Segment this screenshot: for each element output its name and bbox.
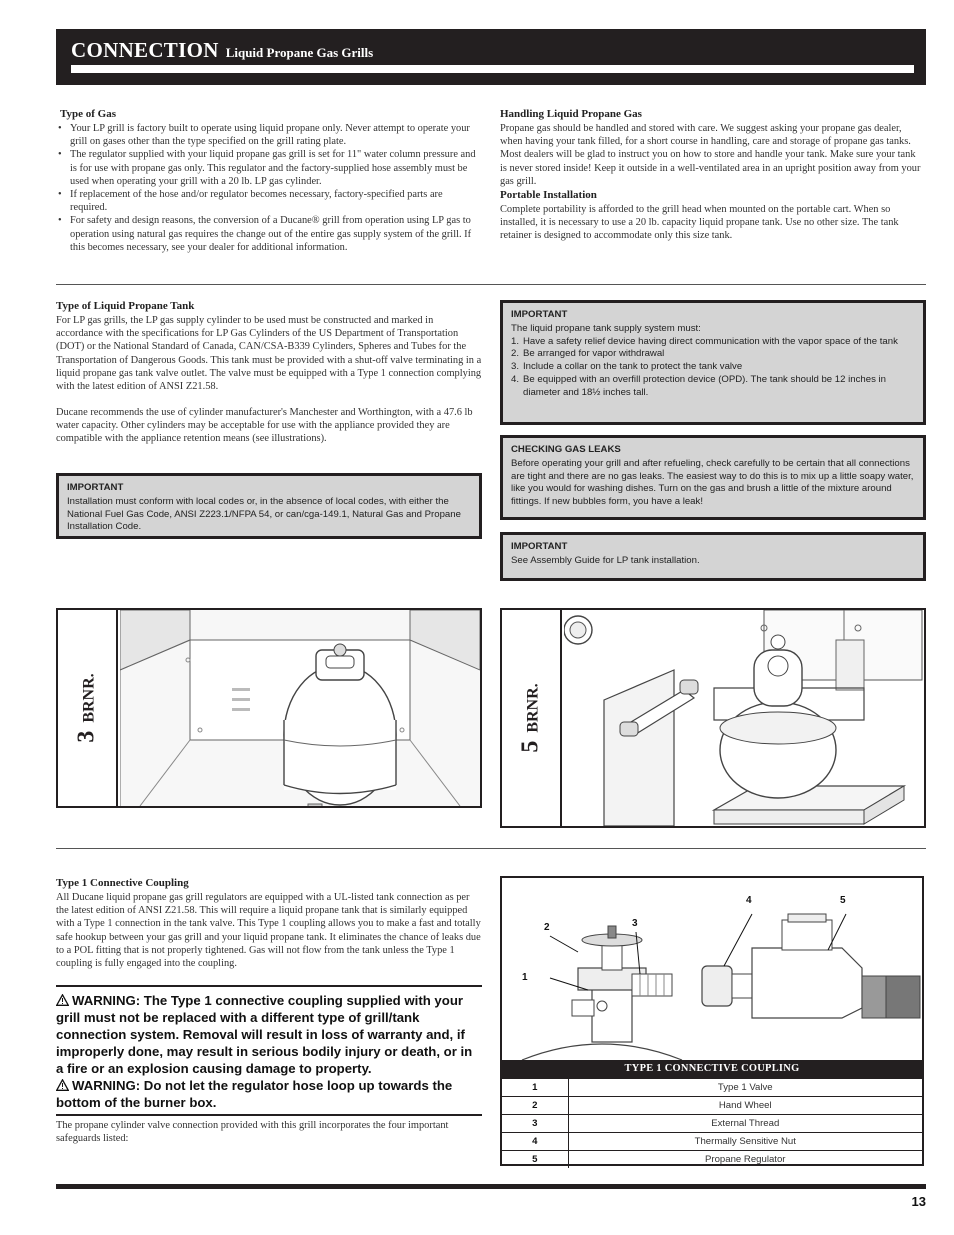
list-item: 2. Be arranged for vapor withdrawal [511, 348, 665, 360]
header-bar [56, 29, 926, 85]
important-assembly-box [500, 532, 926, 581]
important-codes-box [56, 473, 482, 539]
callout-5: 5 [840, 895, 846, 906]
important-assembly-text: See Assembly Guide for LP tank installation. [511, 554, 700, 566]
warning-triangle-icon [56, 1079, 69, 1091]
table-header: TYPE 1 CONNECTIVE COUPLING [502, 1060, 922, 1078]
footer-bar [56, 1184, 926, 1189]
important-supply-box [500, 300, 926, 425]
warning-rule-bottom [56, 1114, 482, 1116]
checking-leaks-box [500, 435, 926, 520]
table-row: 2 Hand Wheel [502, 1096, 922, 1114]
important-supply-intro: The liquid propane tank supply system must: [511, 322, 701, 334]
list-item: • The regulator supplied with your liquid propane gas grill is set for 11" water column pressure and is for use with propane gas only. This regulator and the factory-supplied hose assembly must be used when operating your grill with a 20 lb. LP gas cylinder. [56, 148, 482, 188]
header-rule [71, 65, 914, 73]
lp-tank-text-1: For LP gas grills, the LP gas supply cylinder to be used must be constructed and marked in accordance with the specifications for LP Gas Cylinders of the US Department of Transportation (DOT) or the National Standard of Canada, CAN/CSA-B339 Cylinders, Spheres and Tubes for the Transportation of Dangerous Goods. This tank must be provided with a shut-off valve terminating in a liquid propane gas tank valve outlet. The valve must be equipped with a Type 1 connection complying with the latest edition of ANSI Z21.58. [56, 315, 482, 393]
portable-text: Complete portability is afforded to the grill head when mounted on the portable cart. When so installed, it is necessary to use a 20 lb. capacity liquid propane tank. Use no other size. The tank retainer is designed to accommodate only this size tank. [500, 204, 899, 242]
important-title: IMPORTANT [511, 309, 568, 320]
tank-illustration-3-burner [56, 608, 482, 808]
callout-3: 3 [632, 918, 638, 929]
list-item: 4. Be equipped with an overfill protection device (OPD). The tank should be 12 inches in diameter and 18½ inches tall. [511, 373, 886, 398]
handling-heading: Handling Liquid Propane Gas [500, 108, 642, 120]
list-item: • If replacement of the hose and/or regulator becomes necessary, factory-specified parts are required. [56, 188, 482, 214]
checking-leaks-title: CHECKING GAS LEAKS [511, 444, 621, 455]
tank-in-cabinet-drawing [120, 610, 480, 806]
callout-1: 1 [522, 972, 528, 983]
type-of-gas-list [56, 122, 482, 254]
list-item: • Your LP grill is factory built to operate using liquid propane only. Never attempt to operate your grill on gases other than the type specified on the grill rating plate. [56, 122, 482, 148]
tank-illustration-5-burner [500, 608, 926, 828]
page-title [71, 38, 373, 63]
list-item: • For safety and design reasons, the conversion of a Ducane® grill from operation using LP gas to operation using natural gas requires the change out of the entire gas supply system of the grill. If this becomes necessary, see your dealer for additional information. [56, 214, 482, 254]
lp-tank-text-2: Ducane recommends the use of cylinder manufacturer's Manchester and Worthington, with a 47.6 lb water capacity. Other cylinders may be acceptable for use with the appliance provided they are compatible with the appliance retention means (see illustrations). [56, 407, 473, 445]
page-number: 13 [911, 1194, 926, 1209]
warning-2: WARNING: Do not let the regulator hose loop up towards the bottom of the burner box. [56, 1078, 453, 1110]
coupling-text: All Ducane liquid propane gas grill regulators are equipped with a UL-listed tank connection as per the latest edition of ANSI Z21.58. This will require a liquid propane tank that is similarly equipped with a Type 1 connection in the tank valve. This Type 1 coupling allows you to make a fast and totally safe hookup between your gas grill and your liquid propane tank. It eliminates the chance of leaks due to a POL fitting that is not properly tightened. Gas will not flow from the tank unless the Type 1 coupling is fully engaged into the coupling. [56, 892, 481, 970]
table-row: 5 Propane Regulator [502, 1150, 922, 1168]
important-title: IMPORTANT [511, 541, 568, 552]
title-main: CONNECTION [71, 38, 219, 62]
warning-block [56, 992, 482, 1111]
tank-on-tray-drawing [564, 610, 924, 826]
table-row: 3 External Thread [502, 1114, 922, 1132]
illustration-label: 5 BRNR. [502, 610, 562, 826]
type-of-gas-heading: Type of Gas [60, 108, 117, 120]
portable-heading: Portable Installation [500, 189, 597, 201]
coupling-parts-table [502, 1060, 922, 1168]
important-supply-list [511, 336, 915, 400]
illustration-label: 3 BRNR. [58, 610, 118, 806]
lp-tank-heading: Type of Liquid Propane Tank [56, 300, 195, 312]
handling-text: Propane gas should be handled and stored with care. We suggest asking your propane gas dealer, when having your tank filled, for a short course in handling, care and storage of propane gas tanks. Most dealers will be glad to instruct you on how to store and handle your tank. Make sure your tank is never stored inside! Keep it outside in a well-ventilated area in an upright position away from your gas grill. [500, 123, 921, 187]
table-row: 4 Thermally Sensitive Nut [502, 1132, 922, 1150]
list-item: 1. Have a safety relief device having direct communication with the vapor space of the tank [511, 335, 898, 347]
important-codes-text: Installation must conform with local codes or, in the absence of local codes, with either the National Fuel Gas Code, ANSI Z223.1/NFPA 54, or can/cga-149.1, Natural Gas and Propane Installation Code. [67, 495, 461, 533]
table-row: 1 Type 1 Valve [502, 1078, 922, 1096]
warning-rule-top [56, 985, 482, 987]
warning-triangle-icon [56, 994, 69, 1006]
important-title: IMPORTANT [67, 482, 124, 493]
checking-leaks-text: Before operating your grill and after refueling, check carefully to be certain that all connections are tight and there are no gas leaks. The easiest way to do this is to mix up a little soapy water, like you would for washing dishes. Turn on the gas and brush a little of the mixture around fittings. If new bubbles form, you have a leak! [511, 457, 914, 508]
title-sub: Liquid Propane Gas Grills [225, 45, 374, 60]
coupling-closing-text: The propane cylinder valve connection provided with this grill incorporates the four important safeguards listed: [56, 1120, 449, 1145]
coupling-heading: Type 1 Connective Coupling [56, 877, 189, 889]
divider [56, 284, 926, 285]
warning-1: WARNING: The Type 1 connective coupling supplied with your grill must not be replaced with a different type of grill/tank connection system. Removal will result in loss of warranty and, if improperly done, may result in serious bodily injury or death, or in a fire or an explosion causing damage to property. [56, 993, 473, 1076]
callout-4: 4 [746, 895, 752, 906]
list-item: 3. Include a collar on the tank to protect the tank valve [511, 361, 743, 373]
coupling-diagram [502, 878, 922, 1060]
divider [56, 848, 926, 849]
coupling-diagram-box [500, 876, 924, 1166]
callout-2: 2 [544, 922, 550, 933]
